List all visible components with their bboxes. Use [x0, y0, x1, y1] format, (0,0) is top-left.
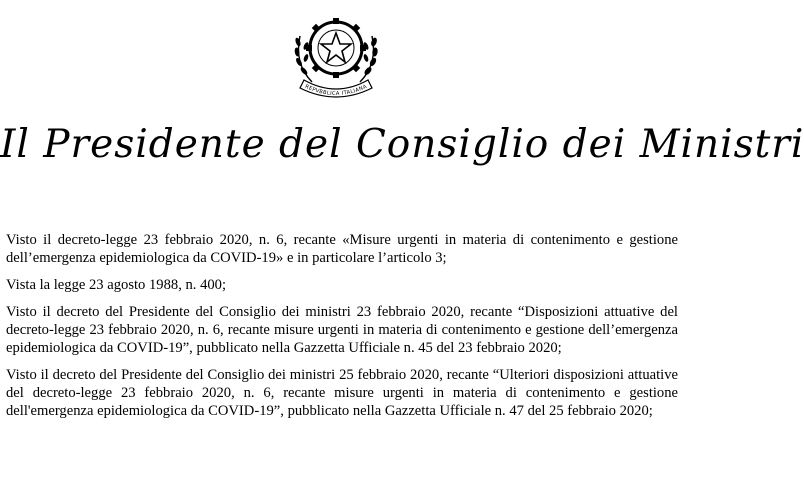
paragraph-3: Visto il decreto del Presidente del Consiglio dei ministri 23 febbraio 2020, recante “Disposizioni attuative del decreto-legge 23 febbraio 2020, n. 6, recante misure urgenti in materia di contenimento e gestione dell’emergenza epidemiologica da COVID-19”, pubblicato nella Gazzetta Ufficiale n. 45 del 23 febbraio 2020;: [6, 304, 678, 356]
paragraph-2: Vista la legge 23 agosto 1988, n. 400;: [6, 277, 227, 293]
document-title: Il Presidente del Consiglio dei Ministri: [0, 122, 804, 167]
document-body: [6, 231, 678, 429]
emblem-graphic: [286, 6, 386, 100]
star-icon: [321, 33, 351, 62]
paragraph-1: Visto il decreto-legge 23 febbraio 2020, n. 6, recante «Misure urgenti in materia di contenimento e gestione dell’emergenza epidemiologica da COVID-19» e in particolare l’articolo 3;: [6, 232, 678, 266]
paragraph-4: Visto il decreto del Presidente del Consiglio dei ministri 25 febbraio 2020, recante “Ulteriori disposizioni attuative del decreto-legge 23 febbraio 2020, n. 6, recante misure urgenti in materia di contenimento e gestione dell'emergenza epidemiologica da COVID-19”, pubblicato nella Gazzetta Ufficiale n. 47 del 25 febbraio 2020;: [6, 367, 678, 419]
emblem-ribbon-text: REPVBBLICA ITALIANA: [303, 83, 369, 98]
italian-republic-emblem: [286, 6, 386, 100]
